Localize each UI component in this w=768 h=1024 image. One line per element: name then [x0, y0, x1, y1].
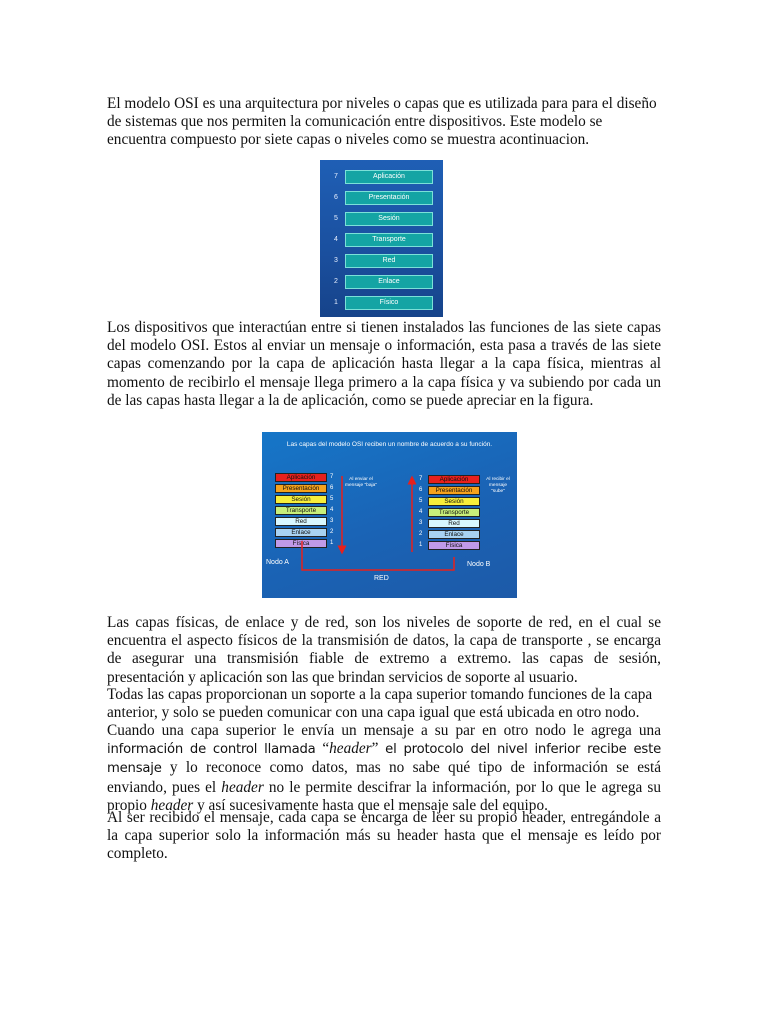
layer-number: 1: [334, 299, 338, 306]
layer-presentacion: Presentación: [275, 484, 327, 493]
layer-fisica: Física: [275, 539, 327, 548]
paragraph-intro: El modelo OSI es una arquitectura por niveles o capas que es utilizada para para el diseño de sistemas que nos permiten la comunicación entre dispositivos. Este modelo se encuentra compuesto por siete capas o niveles como se muestra acontinuacion.: [107, 95, 657, 149]
layer-sesion: Sesión: [275, 495, 327, 504]
osi-layer-row: [320, 170, 443, 184]
osi-layer-row: [320, 275, 443, 289]
layer-label: Aplicación: [345, 170, 433, 184]
paragraph-header-sans-a: información de control llamada: [107, 742, 316, 758]
layer-number: 6: [330, 485, 334, 491]
layer-enlace: Enlace: [275, 528, 327, 537]
paragraph-header-line1: Cuando una capa superior le envía un mensaje a su par en otro nodo le agrega una: [107, 722, 661, 739]
layer-aplicacion: Aplicación: [428, 475, 480, 484]
layer-number: 3: [330, 518, 334, 524]
quote-close: ”: [371, 740, 386, 758]
layer-number: 3: [419, 520, 423, 526]
node-b-label: Nodo B: [467, 561, 491, 568]
header-term: header: [329, 740, 372, 758]
layer-label: Presentación: [345, 191, 433, 205]
receive-note: Al recibir el mensaje "sube": [486, 477, 510, 494]
paragraph-layers-support: Las capas físicas, de enlace y de red, son los niveles de soporte de red, en el cual se encuentra el aspecto físicos de la transmisión de datos, la capa de transporte , se encarga de asegurar una transmisión fiable de extremo a extremo. las capas de sesión, presentación y aplicación son las que brindan servicios de soporte al usuario.: [107, 614, 661, 686]
layer-number: 2: [334, 278, 338, 285]
layer-number: 6: [334, 194, 338, 201]
quote-open: “: [315, 740, 330, 758]
layer-number: 3: [334, 257, 338, 264]
figure-title: Las capas del modelo OSI reciben un nombre de acuerdo a su función.: [286, 441, 493, 448]
osi-flow-figure: [262, 432, 517, 598]
paragraph-header-sans-b: el protocolo del nivel inferior recibe este mensaje: [107, 742, 661, 777]
paragraph-header-rest1: y lo reconoce como datos, mas no sabe qué tipo de información se está enviando, pues el: [107, 759, 661, 796]
layer-red: Red: [428, 519, 480, 528]
header-term: header: [150, 796, 194, 814]
osi-layer-row: [320, 233, 443, 247]
paragraph-devices: Los dispositivos que interactúan entre si tienen instalados las funciones de las siete capas del modelo OSI. Estos al enviar un mensaje o información, esta pasa a través de las siete capas comenzando por la capa de aplicación hasta llegar a la capa física, mientras al momento de recibirlo el mensaje llega primero a la capa física y va subiendo por cada un de las capas hasta llegar a la de aplicación, como se puede apreciar en la figura.: [107, 319, 661, 409]
layer-number: 2: [330, 529, 334, 535]
layer-transporte: Transporte: [275, 506, 327, 515]
layer-transporte: Transporte: [428, 508, 480, 517]
layer-fisica: Física: [428, 541, 480, 550]
layer-number: 1: [330, 540, 334, 546]
osi-layer-row: [320, 191, 443, 205]
layer-label: Transporte: [345, 233, 433, 247]
node-a-label: Nodo A: [266, 559, 289, 566]
layer-aplicacion: Aplicación: [275, 473, 327, 482]
layer-label: Físico: [345, 296, 433, 310]
layer-enlace: Enlace: [428, 530, 480, 539]
paragraph-header-rest2: no le permite descifrar la información, por lo que le agrega su propio: [107, 778, 661, 814]
paragraph-header: [107, 722, 661, 815]
header-term: header: [221, 778, 264, 796]
layer-number: 2: [419, 531, 423, 537]
layer-number: 1: [419, 542, 423, 548]
layer-number: 4: [334, 236, 338, 243]
network-link: [302, 541, 454, 570]
osi-layer-row: [320, 296, 443, 310]
layer-sesion: Sesión: [428, 497, 480, 506]
layer-number: 4: [330, 507, 334, 513]
network-label: RED: [374, 575, 389, 582]
osi-layer-row: [320, 254, 443, 268]
paragraph-header-rest3: y así sucesivamente hasta que el mensaje sale del equipo.: [193, 796, 548, 814]
osi-layers-figure: [320, 160, 443, 317]
layer-label: Enlace: [345, 275, 433, 289]
layer-presentacion: Presentación: [428, 486, 480, 495]
layer-number: 7: [330, 474, 334, 480]
send-note: Al enviar el mensaje "baja": [345, 477, 377, 488]
layer-number: 6: [419, 487, 423, 493]
flow-arrows: [262, 432, 517, 598]
layer-red: Red: [275, 517, 327, 526]
layer-number: 5: [330, 496, 334, 502]
paragraph-layers-communication: Todas las capas proporcionan un soporte a la capa superior tomando funciones de la capa anterior, y solo se pueden comunicar con una capa igual que está ubicada en otro nodo.: [107, 686, 653, 722]
layer-label: Red: [345, 254, 433, 268]
osi-layer-row: [320, 212, 443, 226]
layer-number: 4: [419, 509, 423, 515]
layer-label: Sesión: [345, 212, 433, 226]
layer-number: 5: [419, 498, 423, 504]
paragraph-receive: Al ser recibido el mensaje, cada capa se encarga de leer su propio header, entregándole a la capa superior solo la información más su header hasta que el mensaje es leído por completo.: [107, 809, 661, 863]
layer-number: 5: [334, 215, 338, 222]
layer-number: 7: [334, 173, 338, 180]
layer-number: 7: [419, 476, 423, 482]
